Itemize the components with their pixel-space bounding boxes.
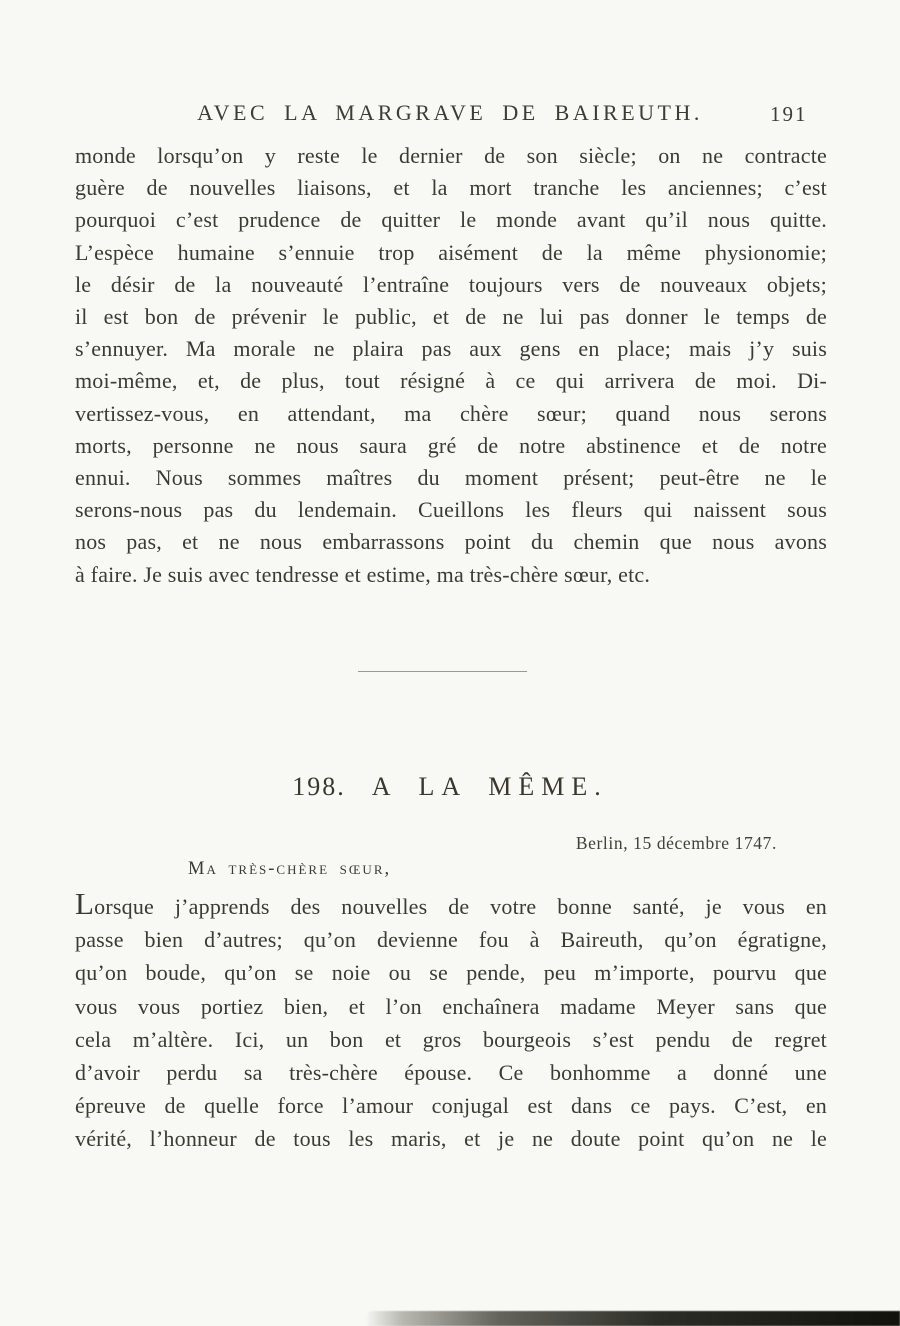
text-line: serons-nous pas du lendemain. Cueillons les fleurs qui naissent sous: [75, 497, 827, 523]
text-line: moi-même, et, de plus, tout résigné à ce qui arrivera de moi. Di-: [75, 368, 827, 394]
text-line: vous vous portiez bien, et l’on enchaînera madame Meyer sans que: [75, 993, 827, 1019]
salutation: Ma très-chère sœur,: [188, 859, 392, 879]
text-line: morts, personne ne nous saura gré de notre abstinence et de notre: [75, 432, 827, 458]
text-line: d’avoir perdu sa très-chère épouse. Ce bonhomme a donné une: [75, 1060, 827, 1086]
text-line: passe bien d’autres; qu’on devienne fou à Baireuth, qu’on égratigne,: [75, 927, 827, 953]
text-line: guère de nouvelles liaisons, et la mort tranche les anciennes; c’est: [75, 175, 827, 201]
text-line: nos pas, et ne nous embarrassons point du chemin que nous avons: [75, 529, 827, 555]
letter-body-paragraph: [75, 886, 827, 1156]
text-line: monde lorsqu’on y reste le dernier de son siècle; on ne contracte: [75, 143, 827, 168]
running-head-title: AVEC LA MARGRAVE DE BAIREUTH.: [197, 100, 703, 125]
paragraph-continuation: [75, 140, 827, 591]
letter-title: A LA MÊME.: [371, 772, 608, 801]
text-line: pourquoi c’est prudence de quitter le monde avant qu’il nous quitte.: [75, 207, 827, 233]
scan-edge-artifact: [365, 1311, 900, 1326]
letter-number: 198.: [292, 772, 346, 801]
text-line: cela m’altère. Ici, un bon et gros bourgeois s’est pendu de regret: [75, 1026, 827, 1052]
text-line: le désir de la nouveauté l’entraîne toujours vers de nouveaux objets;: [75, 271, 827, 297]
text-line: épreuve de quelle force l’amour conjugal est dans ce pays. C’est, en: [75, 1093, 827, 1119]
text-line: L’espèce humaine s’ennuie trop aisément de la même physionomie;: [75, 239, 827, 265]
text-line: vertissez-vous, en attendant, ma chère sœur; quand nous serons: [75, 400, 827, 426]
text-line: à faire. Je suis avec tendresse et estime, ma très-chère sœur, etc.: [75, 561, 651, 587]
dateline: Berlin, 15 décembre 1747.: [575, 833, 777, 853]
text-line-rest: orsque j’apprends des nouvelles de votre bonne santé, je vous en: [94, 894, 827, 919]
text-line: ennui. Nous sommes maîtres du moment présent; peut-être ne le: [75, 465, 827, 491]
text-line: qu’on boude, qu’on se noie ou se pende, peu m’importe, pourvu que: [75, 960, 827, 986]
text-line: vérité, l’honneur de tous les maris, et je ne doute point qu’on ne le: [75, 1126, 827, 1152]
section-divider-rule: [358, 671, 527, 672]
initial-capital: L: [75, 886, 95, 921]
text-line: s’ennuyer. Ma morale ne plaira pas aux gens en place; mais j’y suis: [75, 336, 827, 362]
page-number: 191: [770, 102, 808, 126]
text-line: il est bon de prévenir le public, et de ne lui pas donner le temps de: [75, 304, 827, 330]
text-line: [75, 886, 827, 923]
letter-heading: [0, 772, 900, 802]
